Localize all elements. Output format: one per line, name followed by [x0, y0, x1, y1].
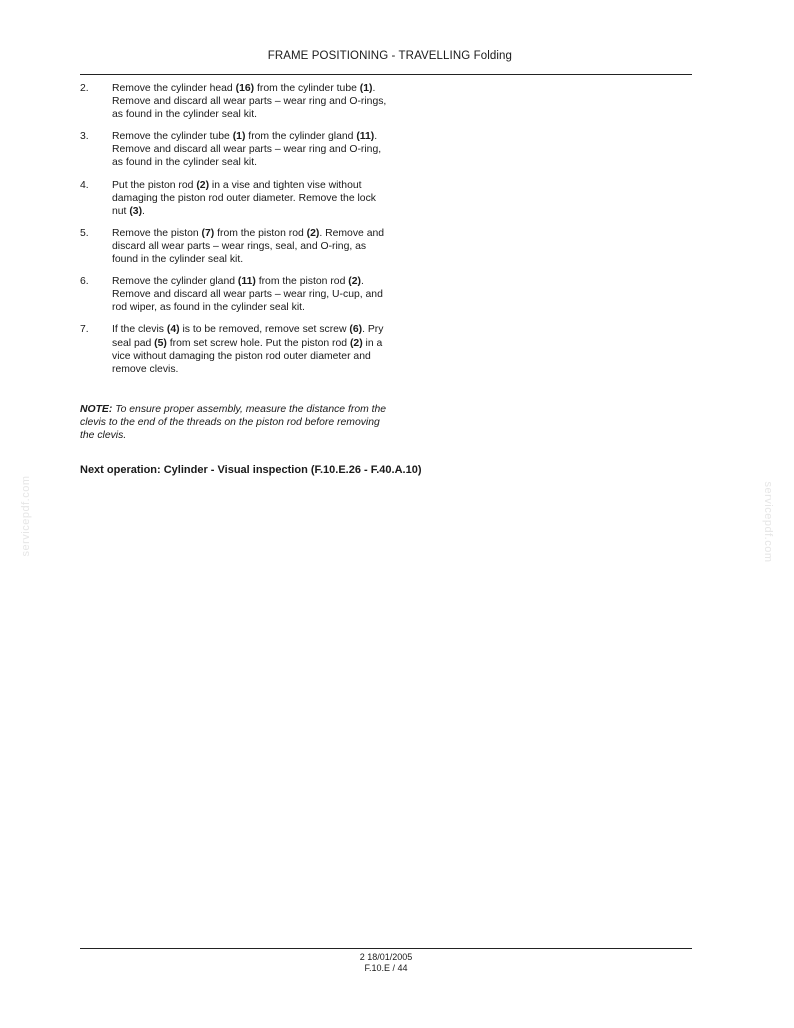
step-number: 7. [80, 324, 89, 336]
part-reference: (11) [356, 131, 375, 143]
part-reference: (3) [129, 205, 143, 217]
step-text [112, 179, 392, 218]
note-paragraph [80, 403, 392, 442]
step-text-segment: Remove the cylinder tube [112, 131, 233, 143]
step-text-segment: . [142, 205, 145, 217]
step-text-segment: . Remove and discard all wear parts – wear ring and O-ring, as found in the cylinder seal kit. [112, 131, 382, 169]
part-reference: (2) [196, 179, 210, 191]
step-number: 5. [80, 227, 89, 239]
step-text [112, 130, 392, 169]
procedure-steps-list [80, 82, 400, 385]
step-number: 4. [80, 179, 89, 191]
step-text [112, 82, 392, 121]
page-header-title: FRAME POSITIONING - TRAVELLING Folding [267, 50, 512, 62]
part-reference: (1) [232, 131, 246, 143]
watermark-right: servicepdf.com [762, 481, 774, 563]
header-divider [80, 74, 692, 75]
part-reference: (16) [235, 83, 255, 94]
step-text-segment: If the clevis [112, 324, 167, 336]
note-label: NOTE: [80, 404, 113, 415]
part-reference: (7) [201, 227, 215, 239]
note-text: To ensure proper assembly, measure the distance from the clevis to the end of the threads on the piston rod before removing the clevis. [80, 404, 387, 442]
step-number: 3. [80, 131, 89, 143]
step-text-segment: from the piston rod [255, 276, 349, 288]
step-text-segment: in a vise and tighten vise without damaging the piston rod outer diameter. Remove the lock nut [112, 179, 376, 217]
part-reference: (4) [166, 324, 180, 336]
part-reference: (11) [237, 276, 256, 288]
step-text-segment: . Remove and discard all wear parts – wear ring, U-cup, and rod wiper, as found in the cylinder seal kit. [112, 276, 383, 314]
step-text [112, 275, 392, 314]
part-reference: (6) [349, 324, 363, 336]
part-reference: (2) [349, 337, 363, 349]
step-text-segment: Remove the cylinder gland [112, 276, 238, 288]
procedure-step [80, 275, 400, 314]
step-text-segment: from the cylinder tube [254, 83, 360, 94]
watermark-left: servicepdf.com [20, 475, 32, 557]
next-operation-link[interactable]: Next operation: Cylinder - Visual inspection (F.10.E.26 - F.40.A.10) [80, 464, 422, 476]
step-text-segment: . Remove and discard all wear parts – wear rings, seal, and O-ring, as found in the cylinder seal kit. [112, 227, 385, 266]
footer-divider [80, 948, 692, 949]
part-reference: (2) [348, 276, 361, 288]
step-text-segment: from the cylinder gland [245, 131, 357, 143]
step-text-segment: in a vice without damaging the piston rod outer diameter and remove clevis. [112, 337, 383, 375]
part-reference: (2) [306, 227, 320, 239]
step-text-segment: Put the piston rod [112, 179, 197, 191]
step-text-segment: . Pry seal pad [112, 324, 384, 349]
step-text-segment: Remove the cylinder head [112, 83, 236, 94]
procedure-step [80, 179, 400, 218]
procedure-step [80, 323, 400, 375]
step-text [112, 323, 392, 375]
procedure-step [80, 82, 400, 121]
step-text-segment: Remove the piston [112, 227, 202, 239]
procedure-step [80, 227, 400, 266]
step-number: 6. [80, 276, 89, 288]
footer-page-reference: F.10.E / 44 [364, 963, 408, 973]
part-reference: (1) [359, 83, 373, 94]
footer-date: 2 18/01/2005 [359, 952, 413, 962]
step-number: 2. [80, 83, 89, 94]
procedure-step [80, 130, 400, 169]
step-text-segment: from the piston rod [214, 227, 307, 239]
step-text-segment: from set screw hole. Put the piston rod [166, 337, 350, 349]
step-text [112, 227, 392, 266]
step-text-segment: . Remove and discard all wear parts – wear ring and O-rings, as found in the cylinder seal kit. [112, 83, 387, 121]
step-text-segment: is to be removed, remove set screw [179, 324, 350, 336]
part-reference: (5) [154, 337, 167, 349]
